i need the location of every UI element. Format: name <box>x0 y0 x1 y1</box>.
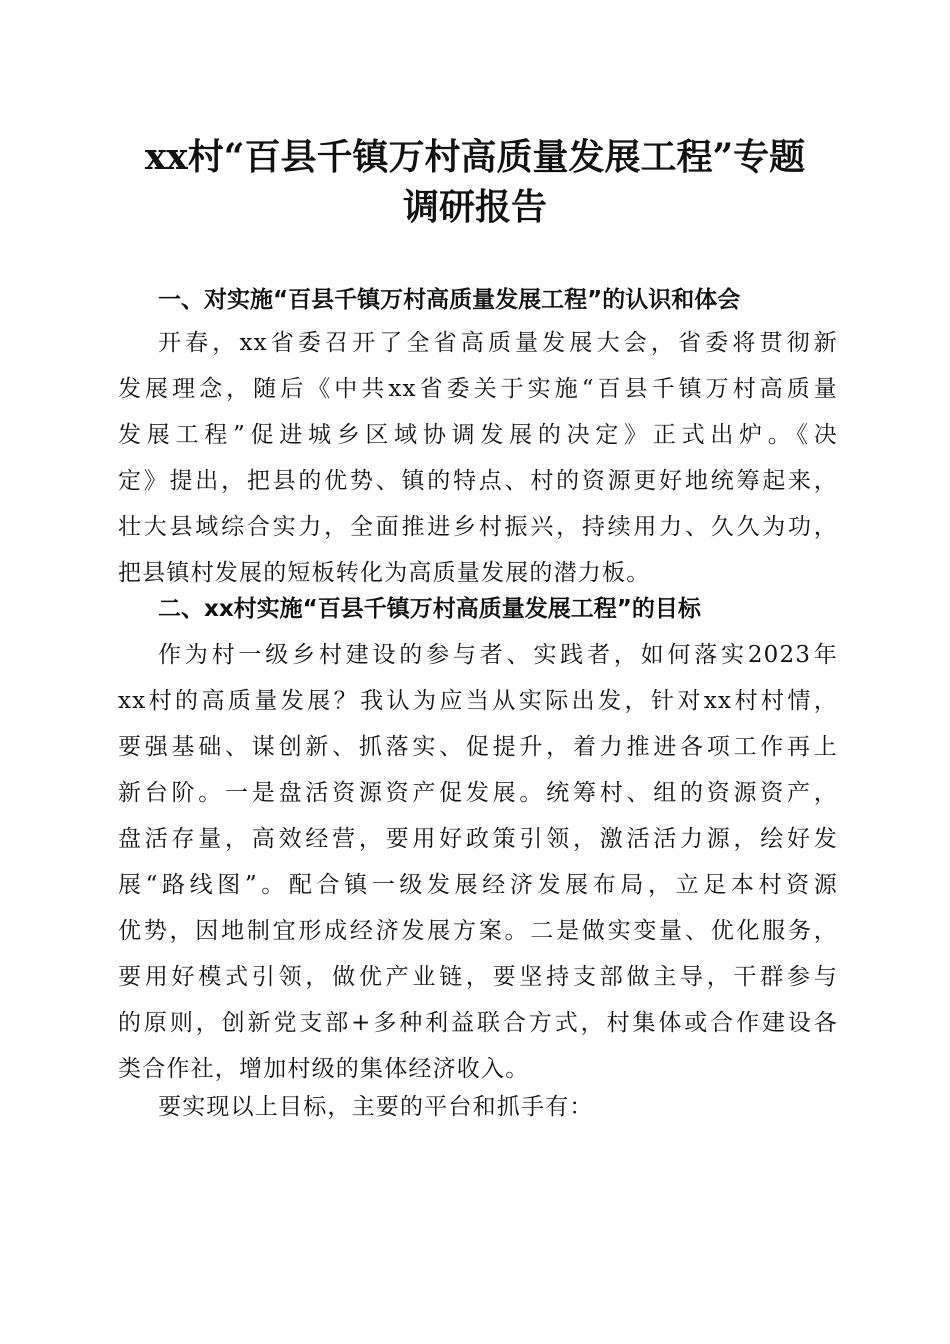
paragraph-line: 发展工程”促进城乡区域协调发展的决定》正式出炉。《决 <box>118 422 838 448</box>
paragraph-line: 的原则，创新党支部+多种利益联合方式，村集体或合作建设各 <box>118 1010 838 1036</box>
section-2-heading: 二、xx村实施“百县千镇万村高质量发展工程”的目标 <box>158 596 701 622</box>
paragraph-line: 要强基础、谋创新、抓落实、促提升，着力推进各项工作再上 <box>118 734 838 760</box>
section-1-paragraph <box>118 320 838 596</box>
paragraph-line: 发展理念，随后《中共xx省委关于实施“百县千镇万村高质量 <box>118 376 838 402</box>
paragraph-line: 壮大县域综合实力，全面推进乡村振兴，持续用力、久久为功， <box>118 514 838 540</box>
paragraph-line: 要用好模式引领，做优产业链，要坚持支部做主导，干群参与 <box>118 964 838 990</box>
paragraph-line: 盘活存量，高效经营，要用好政策引领，激活活力源，绘好发 <box>118 826 838 852</box>
closing-paragraph <box>118 1084 838 1130</box>
paragraph-line: 定》提出，把县的优势、镇的特点、村的资源更好地统筹起来， <box>118 468 838 494</box>
paragraph-line: 把县镇村发展的短板转化为高质量发展的潜力板。 <box>118 560 651 586</box>
section-2-paragraph <box>118 632 838 1092</box>
document-title <box>90 132 860 232</box>
paragraph-line: 开春，xx省委召开了全省高质量发展大会，省委将贯彻新 <box>158 330 838 356</box>
section-1-heading: 一、对实施“百县千镇万村高质量发展工程”的认识和体会 <box>158 287 741 313</box>
paragraph-line: 优势，因地制宜形成经济发展方案。二是做实变量、优化服务， <box>118 918 838 944</box>
paragraph-line: 类合作社，增加村级的集体经济收入。 <box>118 1056 530 1082</box>
paragraph-line: 新台阶。一是盘活资源资产促发展。统筹村、组的资源资产， <box>118 780 838 806</box>
paragraph-line: 要实现以上目标，主要的平台和抓手有： <box>158 1094 594 1120</box>
title-line-1: xx村“百县千镇万村高质量发展工程”专题 <box>144 136 806 178</box>
paragraph-line: 展“路线图”。配合镇一级发展经济发展布局，立足本村资源 <box>118 872 838 898</box>
paragraph-line: 作为村一级乡村建设的参与者、实践者，如何落实2023年 <box>158 642 838 668</box>
paragraph-line: xx村的高质量发展？我认为应当从实际出发，针对xx村村情， <box>118 688 838 714</box>
title-line-2: 调研报告 <box>402 186 547 228</box>
